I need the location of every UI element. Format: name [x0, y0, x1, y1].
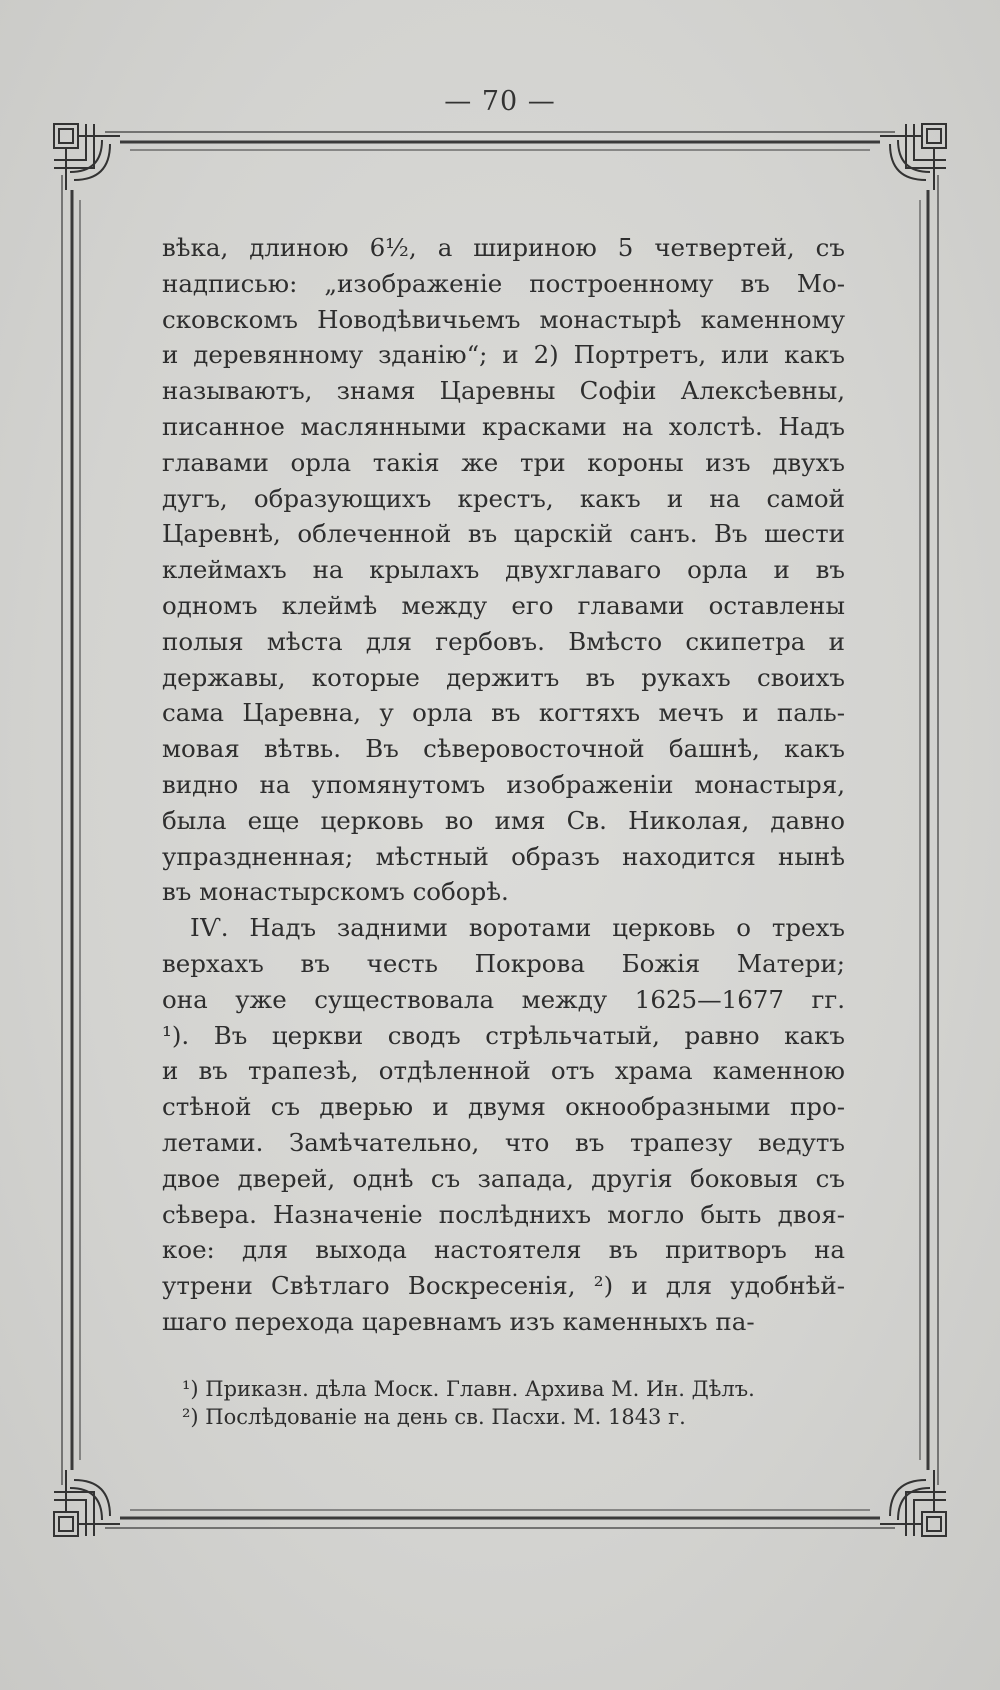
- corner-ornament-top-left: [54, 124, 120, 190]
- footnote: ²) Послѣдованіе на день св. Пасхи. М. 1843 г.: [182, 1405, 686, 1429]
- body-text: [162, 230, 845, 1340]
- text-line: утрени Свѣтлаго Воскресенія, ²) и для удобнѣй-: [162, 1271, 845, 1301]
- text-line: IѴ. Надъ задними воротами церковь о трехъ: [190, 913, 845, 943]
- text-line: сковскомъ Новодѣвичьемъ монастырѣ каменному: [162, 304, 845, 334]
- text-line: стѣной съ дверью и двумя окнообразными про-: [162, 1092, 845, 1122]
- text-line: сѣвера. Назначеніе послѣднихъ могло быть двоя-: [162, 1199, 845, 1229]
- text-line: державы, которые держитъ въ рукахъ своихъ: [162, 662, 845, 692]
- text-line: кое: для выхода настоятеля въ притворъ на: [162, 1235, 845, 1265]
- text-line: двое дверей, однѣ съ запада, другія боковыя съ: [162, 1163, 845, 1193]
- footnote: ¹) Приказн. дѣла Моск. Главн. Архива М. Ин. Дѣлъ.: [182, 1377, 755, 1401]
- text-line: Царевнѣ, облеченной въ царскій санъ. Въ шести: [162, 519, 845, 549]
- text-line: сама Царевна, у орла въ когтяхъ мечъ и паль-: [162, 698, 845, 728]
- text-line: въ монастырскомъ соборѣ.: [162, 877, 509, 907]
- text-line: мовая вѣтвь. Въ сѣверовосточной башнѣ, какъ: [162, 734, 845, 764]
- text-line: называютъ, знамя Царевны Софіи Алексѣевны,: [162, 376, 845, 406]
- text-line: надписью: „изображеніе построенному въ Мо-: [162, 268, 845, 298]
- text-line: видно на упомянутомъ изображеніи монастыря,: [162, 769, 845, 799]
- text-line: и въ трапезѣ, отдѣленной отъ храма каменною: [162, 1056, 845, 1086]
- page-number: — 70 —: [444, 86, 556, 117]
- text-line: писанное маслянными красками на холстѣ. Надъ: [162, 411, 845, 441]
- footnotes: [182, 1375, 845, 1431]
- text-line: главами орла такія же три короны изъ двухъ: [162, 447, 845, 477]
- text-line: верхахъ въ честь Покрова Божія Матери;: [162, 948, 845, 978]
- text-line: она уже существовала между 1625—1677 гг.: [162, 984, 845, 1014]
- text-line: клеймахъ на крылахъ двухглаваго орла и въ: [162, 555, 845, 585]
- text-line: была еще церковь во имя Св. Николая, давно: [162, 805, 845, 835]
- text-line: упраздненная; мѣстный образъ находится нынѣ: [162, 841, 845, 871]
- text-line: вѣка, длиною 6½, а шириною 5 четвертей, съ: [162, 233, 845, 262]
- text-line: дугъ, образующихъ крестъ, какъ и на самой: [162, 483, 845, 513]
- text-line: и деревянному зданію“; и 2) Портретъ, или какъ: [162, 340, 845, 370]
- text-line: ¹). Въ церкви сводъ стрѣльчатый, равно какъ: [162, 1020, 845, 1050]
- text-line: одномъ клеймѣ между его главами оставлены: [162, 590, 845, 620]
- corner-ornament-top-right: [880, 124, 946, 190]
- corner-ornament-bottom-right: [880, 1470, 946, 1536]
- corner-ornament-bottom-left: [54, 1470, 120, 1536]
- text-line: полыя мѣста для гербовъ. Вмѣсто скипетра и: [162, 626, 845, 656]
- text-line: шаго перехода царевнамъ изъ каменныхъ па-: [162, 1306, 755, 1336]
- text-line: летами. Замѣчательно, что въ трапезу ведутъ: [162, 1127, 845, 1157]
